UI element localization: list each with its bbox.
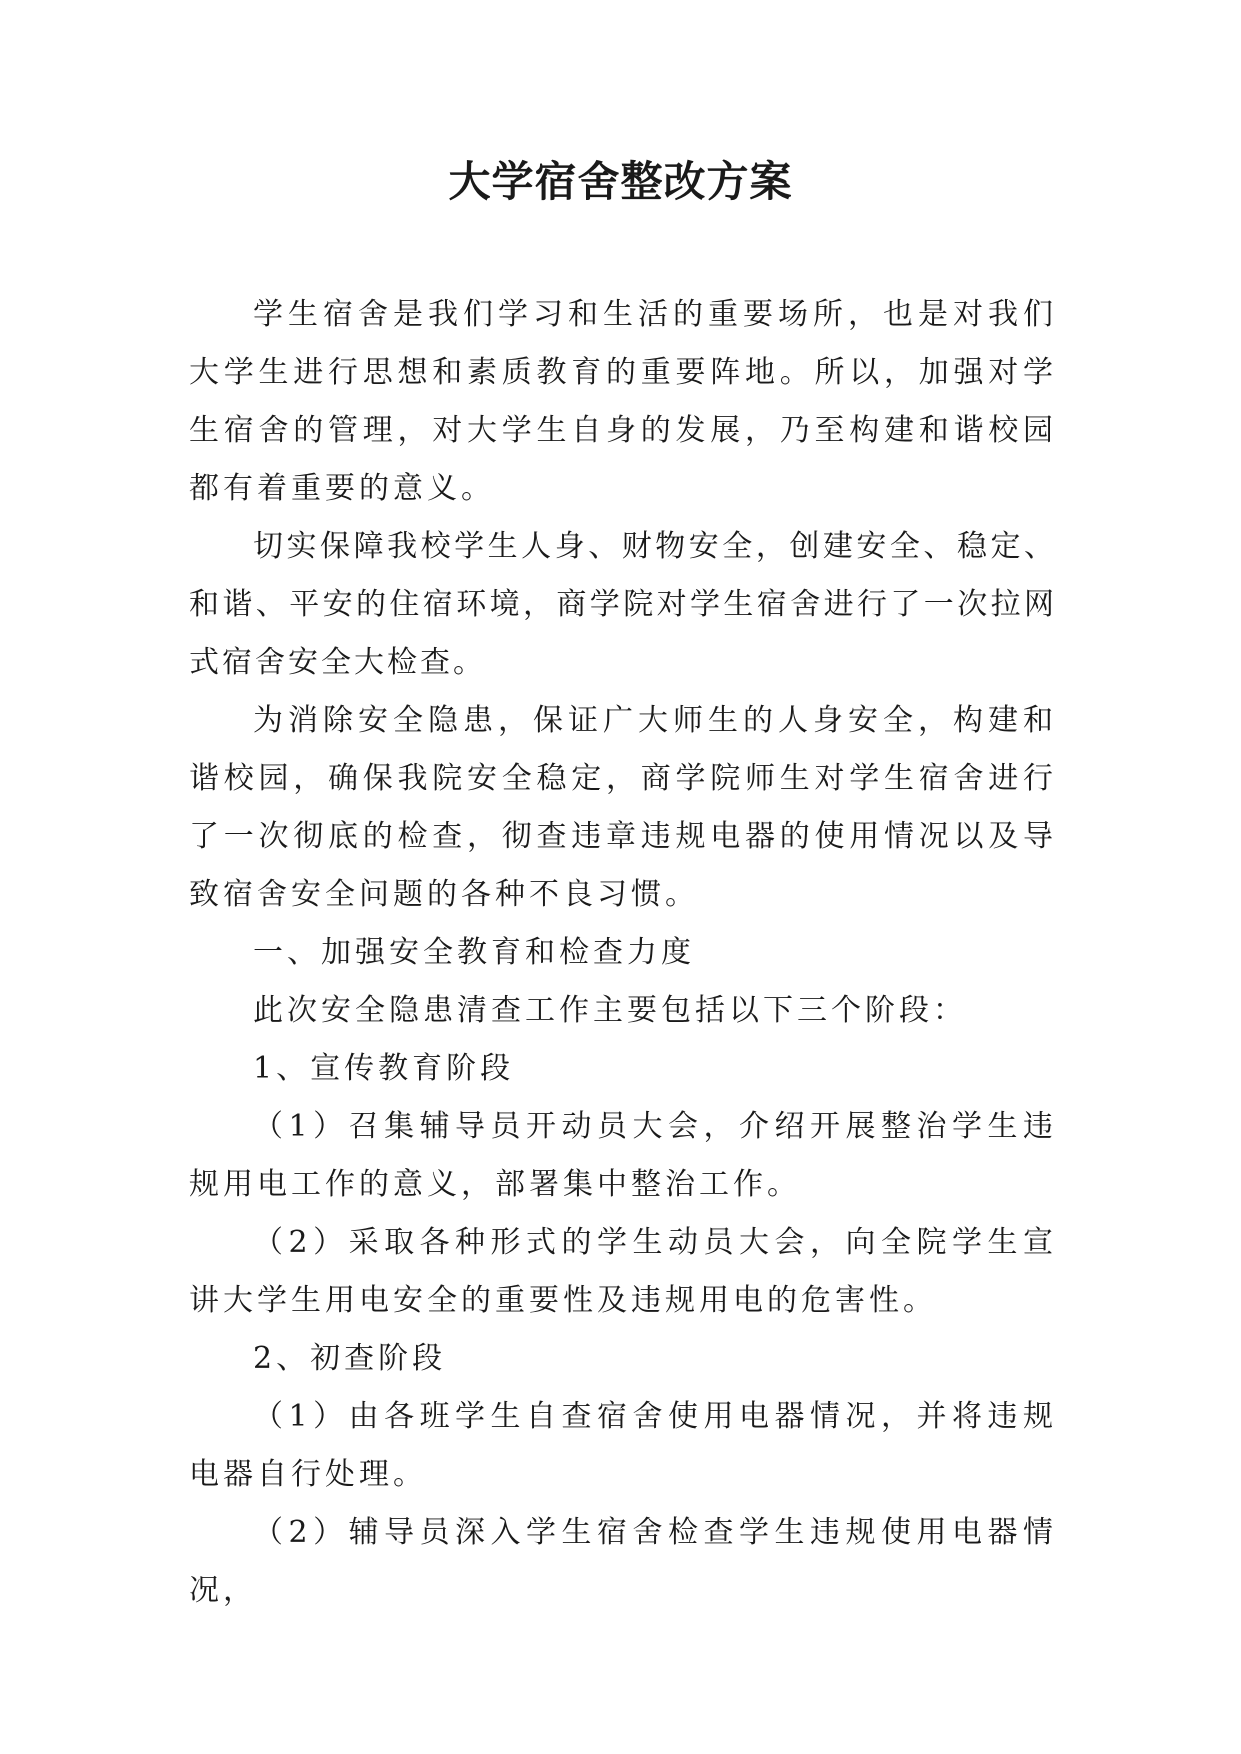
- paragraph-inspection: 为消除安全隐患，保证广大师生的人身安全，构建和谐校园，确保我院安全稳定，商学院师生对学生宿舍进行了一次彻底的检查，彻查违章违规电器的使用情况以及导致宿舍安全问题的各种不良习惯。: [189, 703, 1057, 912]
- list-item-1-2: （2）采取各种形式的学生动员大会，向全院学生宣讲大学生用电安全的重要性及违规用电的危害性。: [189, 1225, 1057, 1318]
- list-item-1-1: （1）召集辅导员开动员大会，介绍开展整治学生违规用电工作的意义，部署集中整治工作。: [189, 1109, 1057, 1202]
- heading-stage-2: 2、初查阶段: [253, 1341, 447, 1376]
- heading-stage-1: 1、宣传教育阶段: [253, 1051, 515, 1086]
- list-item-2-2: （2）辅导员深入学生宿舍检查学生违规使用电器情况，: [189, 1515, 1057, 1608]
- paragraph-three-stages: 此次安全隐患清查工作主要包括以下三个阶段：: [253, 993, 967, 1028]
- document-title: 大学宿舍整改方案: [448, 157, 793, 206]
- heading-section-1: 一、加强安全教育和检查力度: [253, 935, 695, 970]
- paragraph-safety-guarantee: 切实保障我校学生人身、财物安全，创建安全、稳定、和谐、平安的住宿环境，商学院对学生宿舍进行了一次拉网式宿舍安全大检查。: [189, 529, 1057, 680]
- list-item-2-1: （1）由各班学生自查宿舍使用电器情况，并将违规电器自行处理。: [189, 1399, 1057, 1492]
- document-body: [189, 286, 1057, 1620]
- paragraph-intro: 学生宿舍是我们学习和生活的重要场所，也是对我们大学生进行思想和素质教育的重要阵地。所以，加强对学生宿舍的管理，对大学生自身的发展，乃至构建和谐校园都有着重要的意义。: [189, 297, 1057, 506]
